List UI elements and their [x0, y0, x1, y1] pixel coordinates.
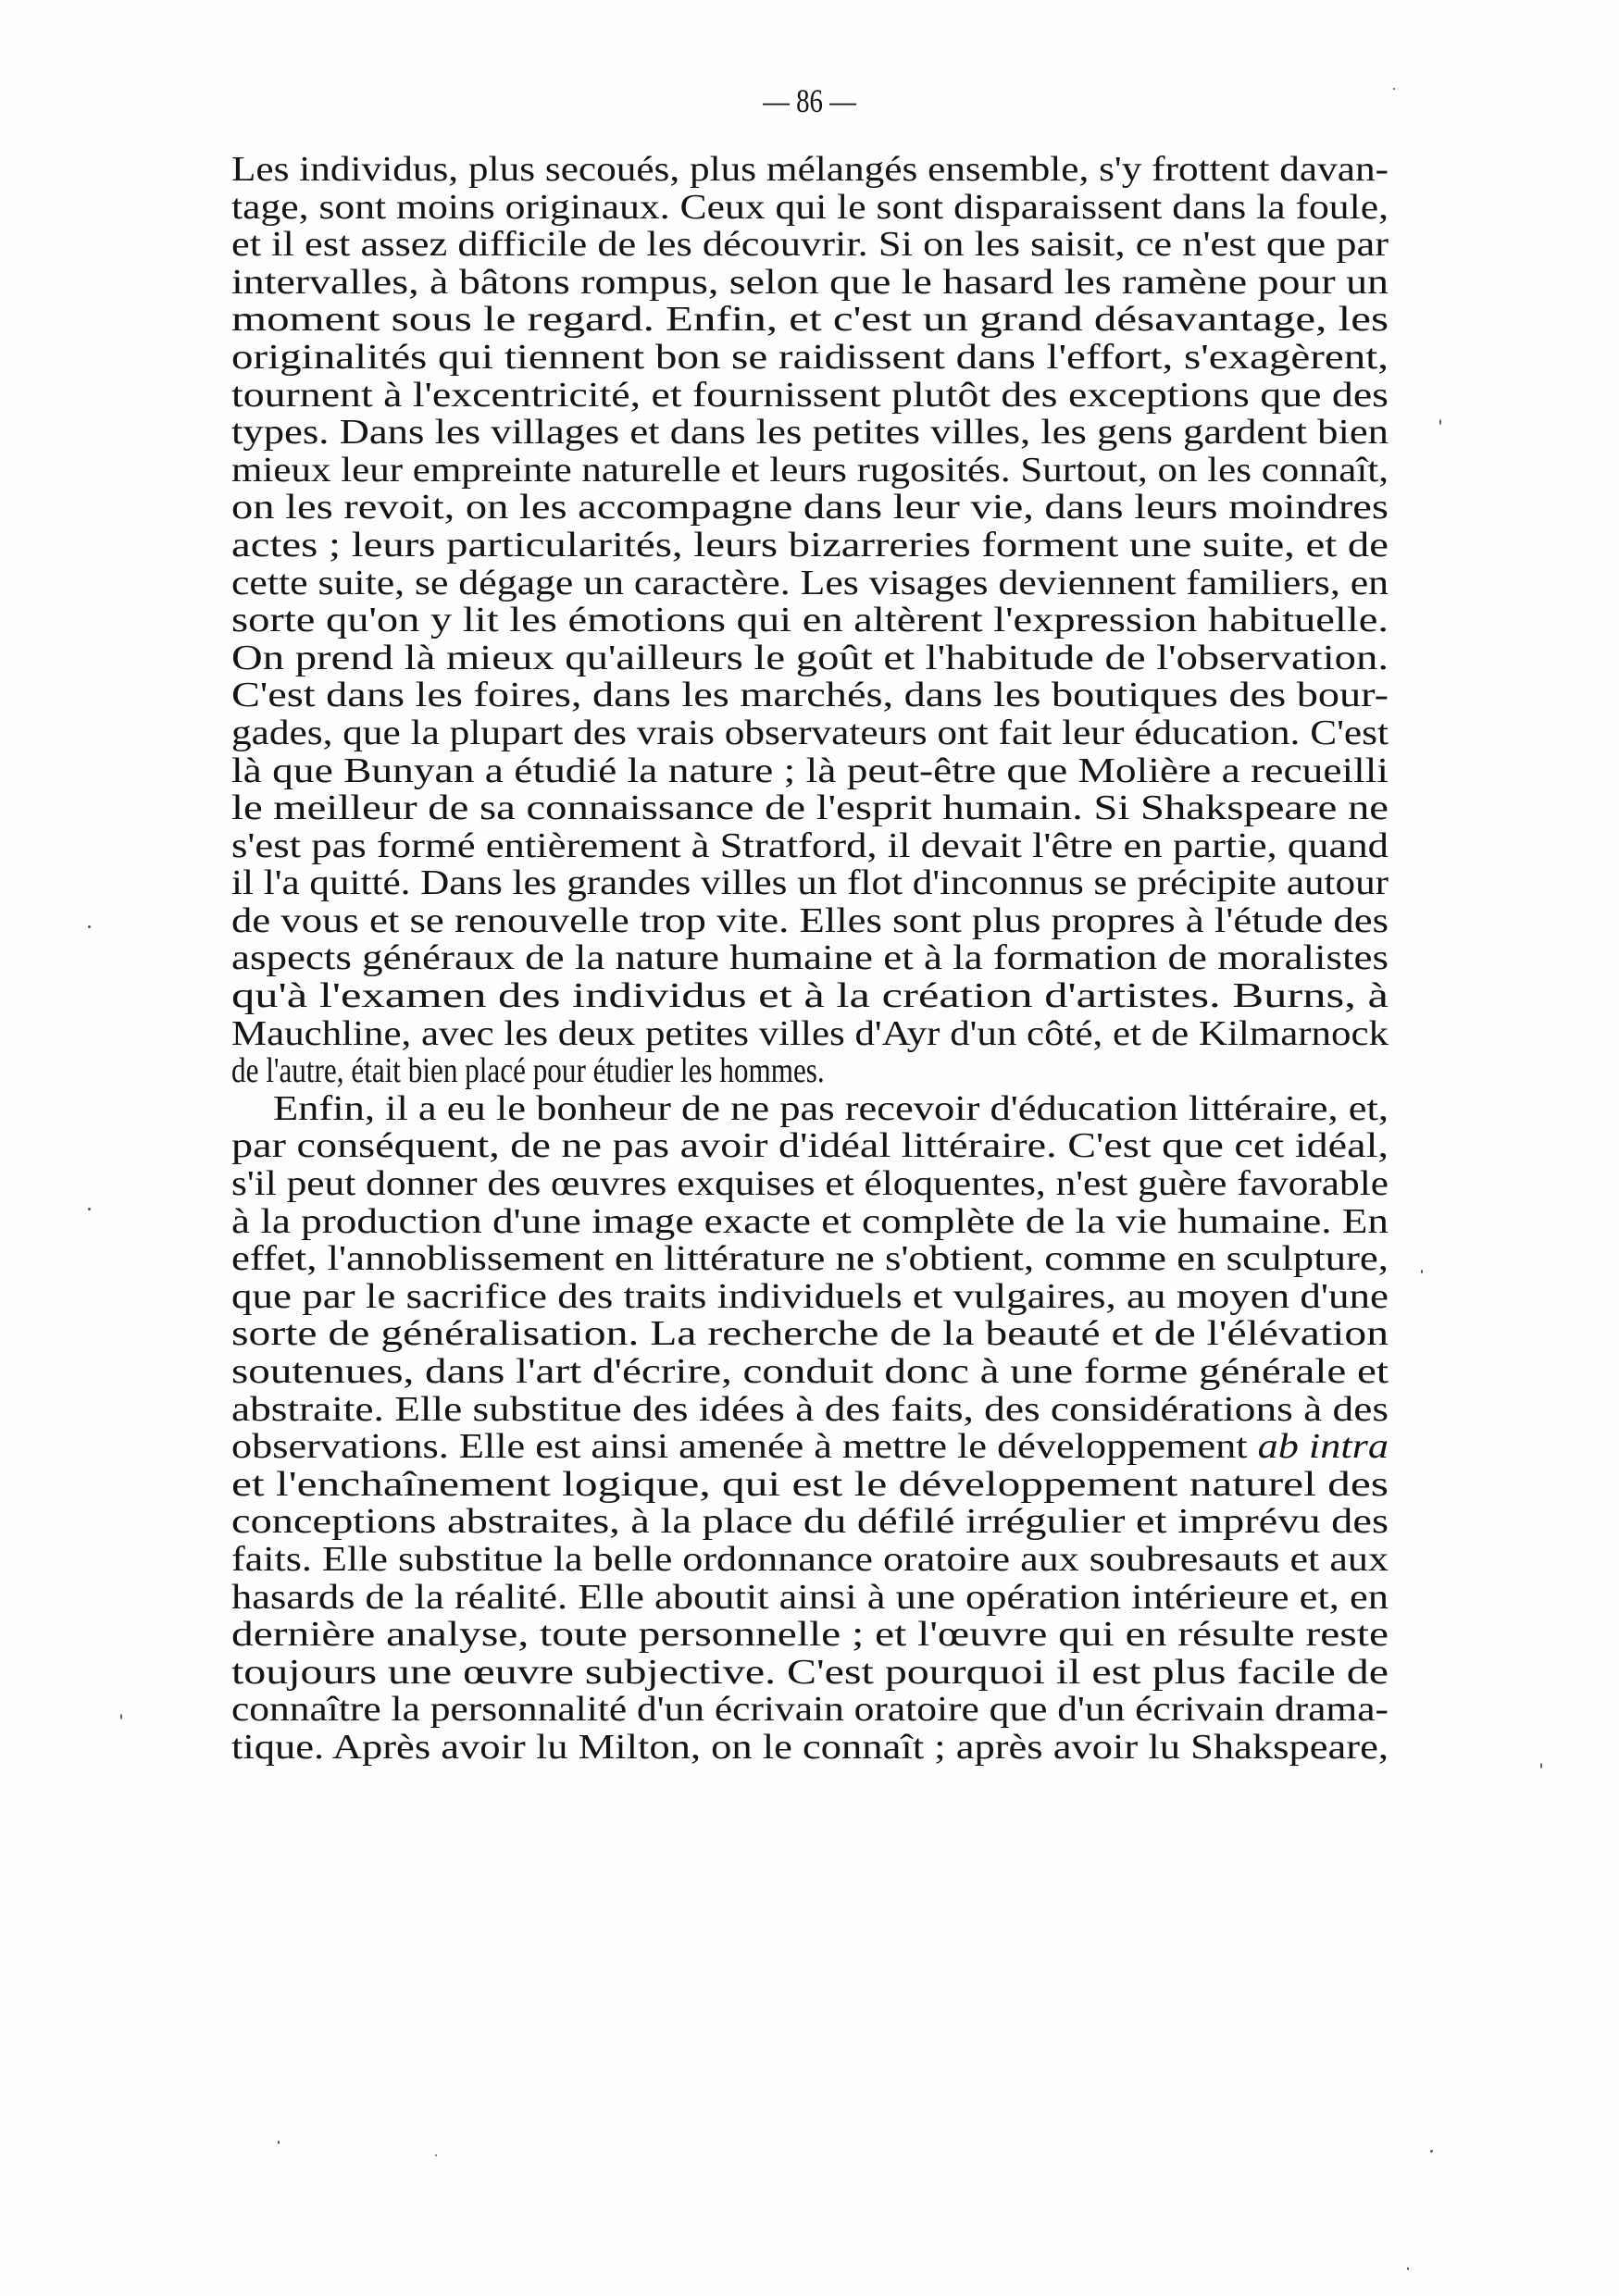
scan-speck	[1540, 1763, 1542, 1769]
text-line: intervalles, à bâtons rompus, selon que le hasard les ramène pour un	[231, 262, 1389, 302]
text-line: toujours une œuvre subjective. C'est pourquoi il est plus facile de	[231, 1652, 1389, 1692]
paragraph-2	[231, 1090, 1389, 1767]
text-line: moment sous le regard. Enfin, et c'est un grand désavantage, les	[231, 300, 1389, 340]
text-line: originalités qui tiennent bon se raidissent dans l'effort, s'exagèrent,	[231, 337, 1389, 377]
page-number: — 86 —	[763, 82, 856, 119]
text-line: Mauchline, avec les deux petites villes d'Ayr d'un côté, et de Kilmarnock	[231, 1013, 1389, 1053]
text-line: connaître la personnalité d'un écrivain oratoire que d'un écrivain drama-	[231, 1690, 1389, 1730]
text-line: mieux leur empreinte naturelle et leurs rugosités. Surtout, on les connaît,	[231, 450, 1389, 490]
text-line: faits. Elle substitue la belle ordonnance oratoire aux soubresauts et aux	[231, 1539, 1389, 1579]
paragraph-1	[231, 151, 1389, 1090]
italic-phrase: ab intra	[1257, 1427, 1389, 1467]
text-line: effet, l'annoblissement en littérature ne s'obtient, comme en sculpture,	[231, 1239, 1389, 1279]
text-line: actes ; leurs particularités, leurs bizarreries forment une suite, et de	[231, 525, 1389, 565]
text-line: qu'à l'examen des individus et à la création d'artistes. Burns, à	[231, 976, 1389, 1016]
text-line: le meilleur de sa connaissance de l'esprit humain. Si Shakspeare ne	[231, 788, 1389, 828]
text-line: soutenues, dans l'art d'écrire, conduit donc à une forme générale et	[231, 1352, 1389, 1391]
text-line-with-italic	[231, 1428, 1389, 1466]
text-line: s'il peut donner des œuvres exquises et éloquentes, n'est guère favorable	[231, 1164, 1389, 1204]
scan-speck	[1393, 88, 1395, 90]
line-text: observations. Elle est ainsi amenée à mettre le développement	[231, 1427, 1258, 1467]
text-line: abstraite. Elle substitue des idées à des faits, des considérations à des	[231, 1389, 1389, 1429]
text-line: tournent à l'excentricité, et fournissent plutôt des exceptions que des	[231, 375, 1389, 415]
text-line: C'est dans les foires, dans les marchés, dans les boutiques des bour-	[231, 676, 1389, 715]
text-line: tage, sont moins originaux. Ceux qui le sont disparaissent dans la foule,	[231, 187, 1389, 227]
body-text	[231, 151, 1389, 1767]
text-line: dernière analyse, toute personnelle ; et l'œuvre qui en résulte reste	[231, 1615, 1389, 1655]
text-line: et l'enchaînement logique, qui est le développement naturel des	[231, 1464, 1389, 1504]
scan-speck	[88, 1208, 91, 1210]
text-line: cette suite, se dégage un caractère. Les visages deviennent familiers, en	[231, 563, 1389, 602]
text-line: on les revoit, on les accompagne dans leur vie, dans leurs moindres	[231, 488, 1389, 527]
text-line: il l'a quitté. Dans les grandes villes un flot d'inconnus se précipite autour	[231, 863, 1389, 903]
text-line: hasards de la réalité. Elle aboutit ainsi à une opération intérieure et, en	[231, 1577, 1389, 1617]
text-line: par conséquent, de ne pas avoir d'idéal littéraire. C'est que cet idéal,	[231, 1126, 1389, 1166]
text-line: conceptions abstraites, à la place du défilé irrégulier et imprévu des	[231, 1502, 1389, 1542]
text-line: que par le sacrifice des traits individuels et vulgaires, au moyen d'une	[231, 1276, 1389, 1316]
text-line: à la production d'une image exacte et complète de la vie humaine. En	[231, 1201, 1389, 1241]
text-line: Les individus, plus secoués, plus mélangés ensemble, s'y frottent davan-	[231, 150, 1389, 189]
text-line: et il est assez difficile de les découvrir. Si on les saisit, ce n'est que par	[231, 225, 1389, 265]
scan-speck	[1430, 2150, 1433, 2153]
scan-speck	[88, 925, 91, 928]
text-line: aspects généraux de la nature humaine et à la formation de moralistes	[231, 938, 1389, 978]
text-line: sorte de généralisation. La recherche de la beauté et de l'élévation	[231, 1314, 1389, 1354]
text-line: de vous et se renouvelle trop vite. Elles sont plus propres à l'étude des	[231, 900, 1389, 940]
text-line: types. Dans les villages et dans les petites villes, les gens gardent bien	[231, 413, 1389, 453]
text-line: Enfin, il a eu le bonheur de ne pas recevoir d'éducation littéraire, et,	[273, 1088, 1389, 1128]
scan-speck	[1439, 419, 1441, 425]
text-line: tique. Après avoir lu Milton, on le connaît ; après avoir lu Shakspeare,	[231, 1727, 1389, 1767]
text-line: de l'autre, était bien placé pour étudier les hommes.	[231, 1051, 825, 1091]
text-line: s'est pas formé entièrement à Stratford, il devait l'être en partie, quand	[231, 825, 1389, 865]
scan-speck	[1421, 1270, 1423, 1273]
text-line: On prend là mieux qu'ailleurs le goût et l'habitude de l'observation.	[231, 638, 1389, 677]
text-line: gades, que la plupart des vrais observateurs ont fait leur éducation. C'est	[231, 713, 1389, 752]
scan-speck	[120, 1714, 122, 1719]
scan-speck	[1407, 2267, 1409, 2270]
text-line: sorte qu'on y lit les émotions qui en altèrent l'expression habituelle.	[231, 601, 1389, 640]
scan-speck	[278, 2141, 280, 2144]
text-line: là que Bunyan a étudié la nature ; là peut-être que Molière a recueilli	[231, 751, 1389, 790]
scan-speck	[435, 2154, 437, 2156]
